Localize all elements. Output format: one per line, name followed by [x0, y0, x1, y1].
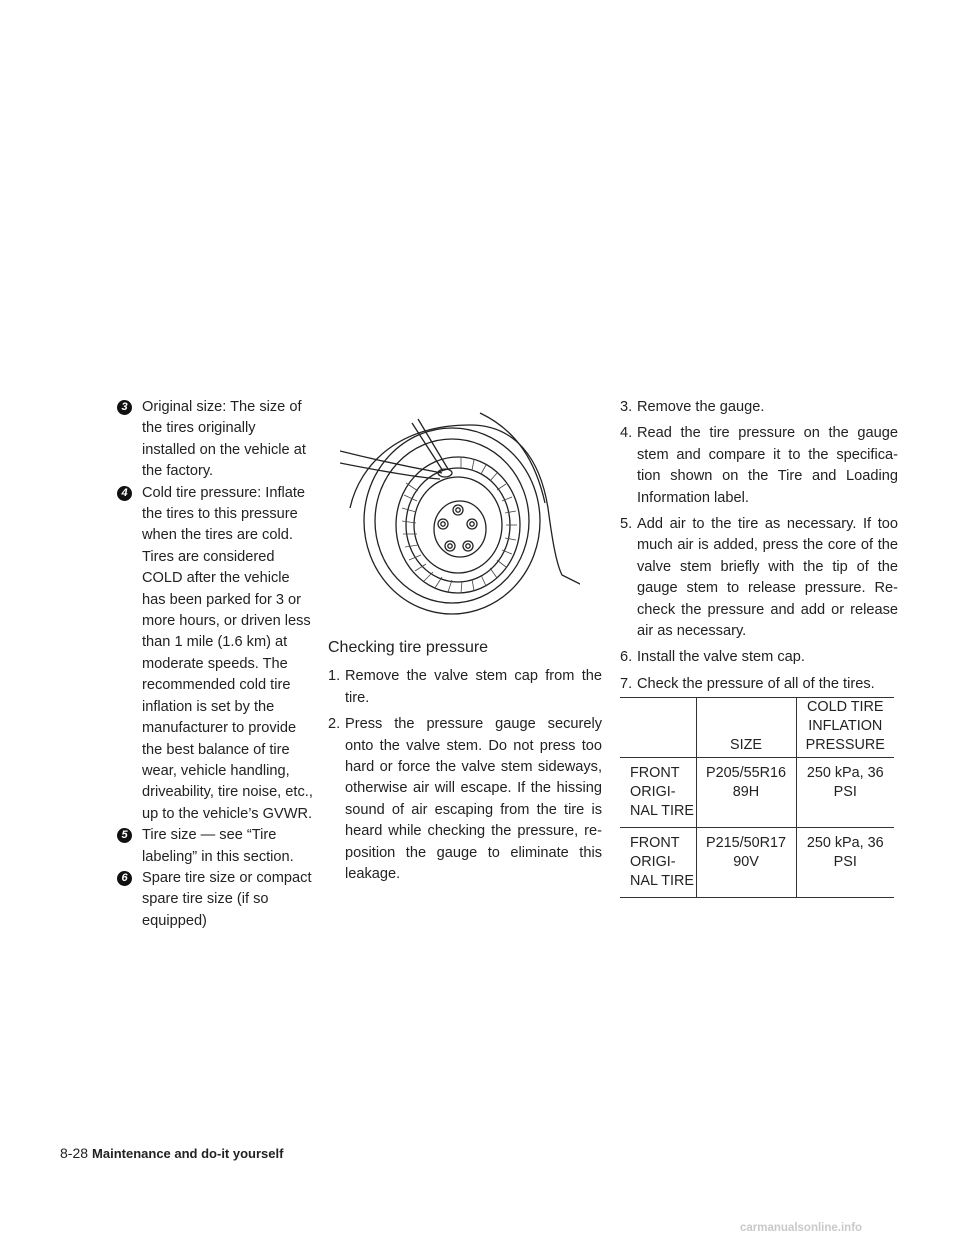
step-text: Remove the gauge. [637, 399, 765, 415]
instruction-step [328, 714, 602, 885]
step-number: 7. [620, 675, 633, 692]
step-text: Check the pressure of all of the tires. [637, 675, 875, 692]
page-number: 8-28 [60, 1145, 89, 1161]
tire-label-legend-column [117, 397, 313, 932]
step-text: Remove the valve stem cap from the tire. [345, 668, 602, 706]
step-text: Press the pressure gauge securely onto the valve stem. Do not press too hard or force the valve stem sideways, otherwise air will escape. If the hissing sound of air escaping from the tire is heard while checking the pressure, re-position the gauge to eliminate this leakage. [345, 716, 602, 883]
legend-item-text: Cold tire pressure: Inflate the tires to this pressure when the tires are cold. Tires are considered COLD after the vehicle has been parked for 3 or more hours, or driven less than 1 mile (1.6 km) at moderate speeds. The recommended cold tire inflation is set by the manufacturer to provide the best balance of tire wear, vehicle handling, driveability, tire noise, etc., up to the vehicle’s GVWR. [142, 484, 313, 822]
table-cell-label: FRONT ORIGI-NAL TIRE [620, 828, 696, 898]
instruction-step [620, 514, 898, 642]
page-footer [60, 1145, 283, 1161]
step-number: 1. [328, 668, 341, 685]
legend-item-text: Tire size — see “Tire labeling” in this section. [142, 827, 294, 865]
instruction-step [620, 674, 898, 695]
step-number: 5. [620, 516, 633, 533]
table-cell-size: P215/50R17 90V [696, 828, 796, 898]
legend-item [117, 483, 313, 826]
legend-item-text: Spare tire size or compact spare tire size (if so equipped) [142, 869, 312, 929]
table-row [620, 758, 894, 828]
watermark: carmanualsonline.info [740, 1222, 863, 1234]
step-number: 3. [620, 399, 633, 415]
table-cell-pressure: 250 kPa, 36 PSI [806, 765, 884, 801]
legend-item [117, 868, 313, 932]
tire-gauge-illustration-icon [340, 403, 580, 625]
pressure-steps-column [620, 397, 898, 898]
table-cell-pressure: 250 kPa, 36 PSI [806, 835, 884, 871]
step-number: 6. [620, 649, 633, 666]
legend-item-text: Original size: The size of the tires originally installed on the vehicle at the factory. [142, 399, 306, 480]
table-header-pressure: COLD TIRE INFLATION PRESSURE [805, 699, 885, 754]
step-number: 2. [328, 716, 341, 733]
callout-number-6-icon: 6 [117, 871, 132, 886]
step-text: Install the valve stem cap. [637, 649, 805, 666]
table-header-blank [620, 698, 696, 758]
step-number: 4. [620, 425, 633, 442]
table-cell-size: P205/55R16 89H [696, 758, 796, 828]
table-cell-label: FRONT ORIGI-NAL TIRE [620, 758, 696, 828]
step-text: Add air to the tire as necessary. If too much air is added, press the core of the valve stem briefly with the tip of the gauge stem to release pressure. Re-check the pressure and add or release air as necessary. [637, 516, 898, 640]
callout-number-4-icon: 4 [117, 486, 132, 501]
legend-item [117, 825, 313, 868]
legend-item [117, 397, 313, 483]
instruction-step [328, 666, 602, 709]
table-header-size: SIZE [696, 698, 796, 758]
callout-number-5-icon: 5 [117, 828, 132, 843]
callout-number-3-icon: 3 [117, 400, 132, 415]
checking-pressure-column [328, 397, 602, 890]
tire-pressure-table [620, 697, 894, 898]
instruction-step [620, 397, 898, 418]
table-row [620, 828, 894, 898]
instruction-step [620, 647, 898, 668]
step-text: Read the tire pressure on the gauge stem and compare it to the specifica-tion shown on the Tire and Loading Information label. [637, 425, 898, 506]
section-heading: Checking tire pressure [328, 639, 489, 656]
instruction-step [620, 423, 898, 509]
section-name: Maintenance and do-it yourself [92, 1146, 284, 1161]
